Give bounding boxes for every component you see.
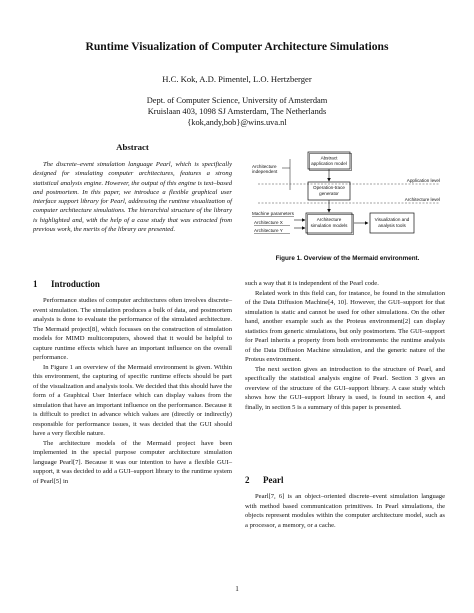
section-number: 1	[33, 279, 38, 289]
application-level-label: Application level	[406, 178, 440, 183]
abstract-heading: Abstract	[116, 142, 149, 152]
simulation-models-label-2: simulation models	[310, 223, 348, 228]
section-heading-pearl	[245, 475, 284, 485]
figure-caption: Figure 1. Overview of the Mermaid environment.	[275, 255, 420, 262]
architecture-level-label: Architecture level	[404, 197, 440, 202]
introduction-body-continued	[245, 279, 445, 412]
paragraph: In Figure 1 an overview of the Mermaid environment is given. Within this environment, the capturing of specific runtime effects should be part of the visualization and analysis tools. We decided that this should have the form of a Graphical User Interface which can display values from the simulation that have an important influence on the performance. Because it is difficult to predict in advance which values are (directly or indirectly) responsible for performance issues, it was decided that the GUI should have a very flexible nature.	[33, 363, 232, 437]
abstract-model-label-1: Abstract	[320, 155, 338, 161]
page-number: 1	[235, 585, 239, 593]
visualization-tools-label-2: analysis tools	[378, 223, 406, 228]
architecture-x-label: Architecture X	[254, 220, 283, 225]
paragraph: Related work in this field can, for instance, be found in the simulation of the Data Diffusion Machine[4, 10]. However, the GUI–support for that simulation is static and cannot be used for other simulations. On the other hand, another example such as the Proteus environment[2] can display statistics from generic simulations, but only postmortem. The GUI–support for Pearl inherits a property from both environments: the runtime analysis of the Data Diffusion Machine simulation, and the generic nature of the Proteus environment.	[245, 289, 445, 363]
arch-independent-label-2: independent	[252, 169, 278, 174]
affiliation-emails: {kok,andy,bob}@wins.uva.nl	[187, 118, 287, 127]
paper-authors: H.C. Kok, A.D. Pimentel, L.O. Hertzberger	[162, 74, 312, 84]
paragraph: Performance studies of computer architectures often involves discrete–event simulation. The simulation produces a bulk of data, and postmortem analysis is done to evaluate the performance of the simulated architecture. The Mermaid project[8], which focusses on the construction of simulation models for MIMD multicomputers, showed that it would be helpful to capture runtime effects which have an important influence on the overall performance.	[33, 297, 232, 361]
visualization-tools-label-1: Visualization and	[374, 217, 410, 222]
section-title: Introduction	[51, 279, 100, 289]
trace-generator-label-1: Operation-trace	[313, 185, 345, 190]
paragraph: Pearl[7, 6] is an object–oriented discrete–event simulation language with method based communication primitives. In Pearl simulations, the objects represent modules within the computer architecture model, such as a processor, a memory, or a cache.	[245, 493, 445, 529]
introduction-body	[33, 296, 232, 486]
affiliation-department: Dept. of Computer Science, University of Amsterdam	[146, 96, 328, 105]
arch-independent-label-1: Architecture	[252, 164, 277, 169]
paragraph: The architecture models of the Mermaid project have been implemented in the special purpose computer architecture simulation language Pearl[7]. Because it was our intention to have a flexible GUI–support, it was decided to add a GUI–support library to the runtime system of Pearl[5] in	[33, 439, 232, 485]
paragraph-continuation: such a way that it is independent of the Pearl code.	[245, 280, 379, 287]
trace-generator-label-2: generator	[319, 191, 339, 196]
section-number: 2	[245, 475, 250, 485]
machine-parameters-label: Machine parameters	[252, 211, 294, 216]
abstract-model-label-2: application model	[311, 161, 347, 166]
section-heading-introduction	[33, 279, 100, 289]
affiliation-address: Kruislaan 403, 1098 SJ Amsterdam, The Netherlands	[147, 107, 327, 116]
section-title: Pearl	[263, 475, 284, 485]
abstract-body: The discrete–event simulation language Pearl, which is specifically designed for simulating computer architectures, features a strong statistical analysis engine. However, the output of this engine is text–based and postmortem. In this paper, we introduce a flexible graphical user interface support library for Pearl, addressing the runtime visualization of computer architecture simulations. The hierarchial structure of the library is highlighted and, with the help of a case study that was extracted from previous work, the merits of the library are presented.	[33, 161, 232, 234]
paper-title: Runtime Visualization of Computer Architecture Simulations	[85, 40, 389, 53]
architecture-y-label: Architecture Y	[254, 228, 283, 233]
pearl-body	[245, 492, 445, 530]
simulation-models-label-1: Architecture	[316, 217, 342, 222]
figure-mermaid-overview	[250, 148, 445, 251]
affiliation	[0, 95, 474, 128]
paragraph: The next section gives an introduction to the structure of Pearl, and specifically the statistical analysis engine of Pearl. Section 3 gives an overview of the structure of the GUI–support library. A case study which shows how the GUI–support library is used, is found in section 4, and finally, in section 5 is a summary of this paper is presented.	[245, 365, 445, 411]
